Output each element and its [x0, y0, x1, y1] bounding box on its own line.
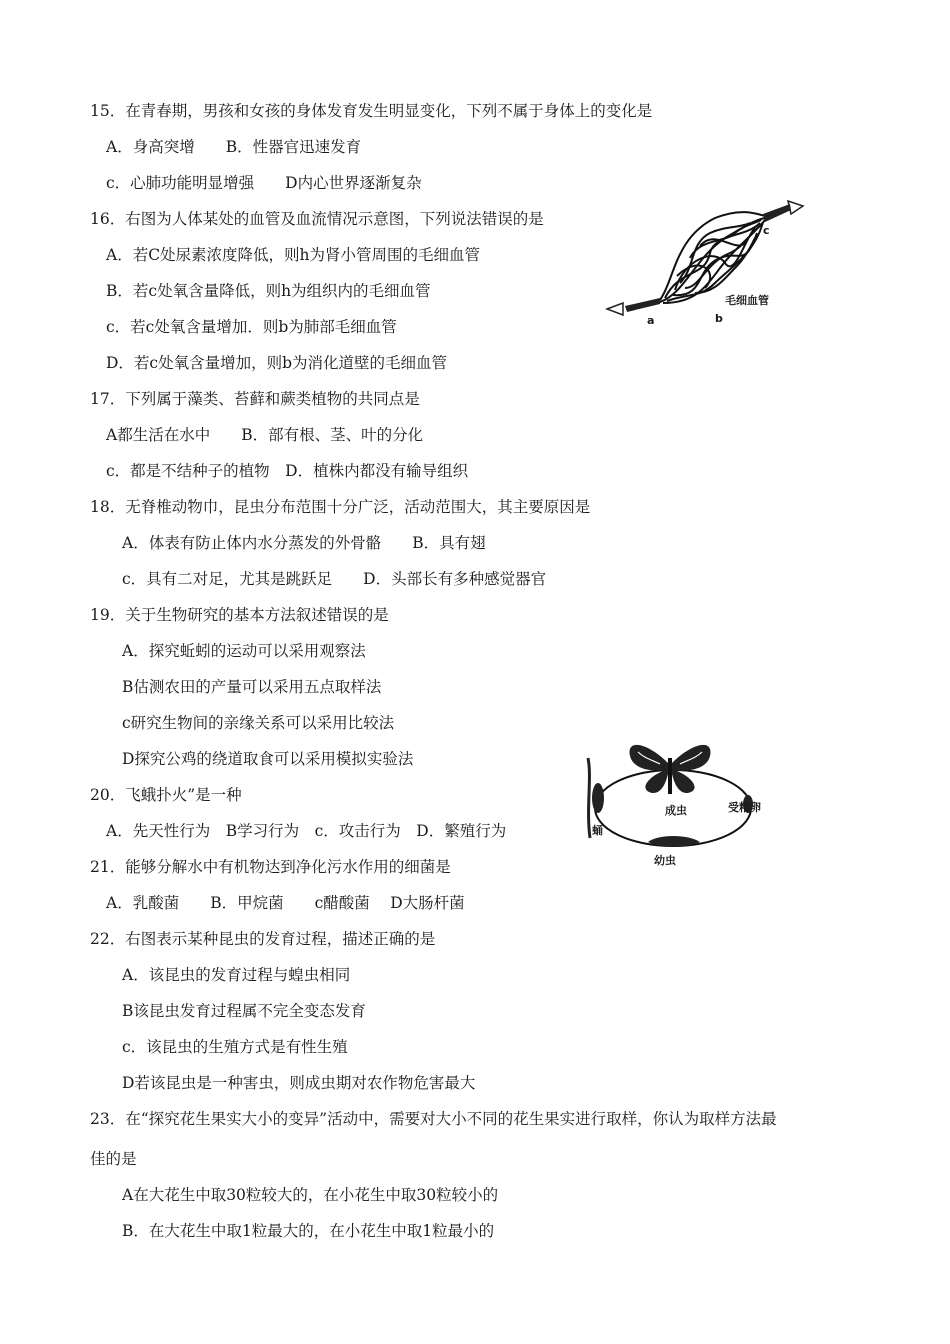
q16-option-c: c．若c处氧含量增加．则b为肺部毛细血管	[106, 318, 397, 336]
q21-stem: 21．能够分解水中有机物达到净化污水作用的细菌是	[90, 858, 451, 876]
q22-stem: 22．右图表示某种昆虫的发育过程，描述正确的是	[90, 930, 436, 948]
q16-option-a: A．若C处尿素浓度降低，则h为肾小管周围的毛细血管	[106, 246, 481, 264]
q23-stem-continued: 佳的是	[90, 1150, 137, 1168]
q16-stem: 16．右图为人体某处的血管及血流情况示意图，下列说法错误的是	[90, 210, 544, 228]
insect-lifecycle-diagram	[578, 738, 768, 868]
egg-label: 受精卵	[728, 801, 761, 814]
q18-options-cd: c．具有二对足，尤其是跳跃足 D．头部长有多种感觉器官	[122, 570, 547, 588]
q20-stem: 20．飞蛾扑火”是一种	[90, 786, 242, 804]
venule-vessel	[763, 204, 791, 222]
q18-stem: 18．无脊椎动物巾，昆虫分布范围十分广泛，活动范围大，其主要原因是	[90, 498, 591, 516]
q19-option-c: c研究生物间的亲缘关系可以采用比较法	[122, 714, 395, 732]
pupa-label: 蛹	[592, 824, 603, 837]
q18-options-ab: A．体表有防止体内水分蒸发的外骨骼 B．具有翅	[122, 534, 486, 552]
capillary-diagram	[605, 198, 805, 328]
label-c: c	[763, 224, 770, 237]
outflow-arrow-icon	[788, 201, 803, 214]
q15-stem: 15．在青春期，男孩和女孩的身体发育发生明显变化，下列不属于身体上的变化是	[90, 102, 653, 120]
inflow-arrow-icon	[607, 303, 623, 315]
q22-option-c: c．该昆虫的生殖方式是有性生殖	[122, 1038, 348, 1056]
butterfly-icon	[630, 745, 711, 794]
q17-options-cd: c．都是不结种子的植物 D．植株内都没有输导组织	[106, 462, 469, 480]
q23-stem: 23．在“探究花生果实大小的变异”活动中，需要对大小不同的花生果实进行取样，你认为取样方法最	[90, 1110, 777, 1128]
q15-options-cd: c．心肺功能明显增强 D内心世界逐渐复杂	[106, 174, 422, 192]
q15-options-ab: A．身高突增 B．性器官迅速发育	[106, 138, 362, 156]
q22-option-b: B该昆虫发育过程属不完全变态发育	[122, 1002, 366, 1020]
q19-option-a: A．探究蚯蚓的运动可以采用观察法	[122, 642, 366, 660]
q19-option-b: B估测农田的产量可以采用五点取样法	[122, 678, 382, 696]
q19-option-d: D探究公鸡的绕道取食可以采用模拟实验法	[122, 750, 414, 768]
capillary-network	[660, 212, 765, 303]
arteriole-vessel	[625, 298, 660, 312]
q22-option-a: A．该昆虫的发育过程与蝗虫相同	[122, 966, 351, 984]
q16-option-b: B．若c处氧含量降低，则h为组织内的毛细血管	[106, 282, 431, 300]
capillary-caption: 毛细血管	[725, 294, 769, 307]
q21-options: A．乳酸菌 B．甲烷菌 c醋酸菌 D大肠杆菌	[106, 894, 465, 912]
q17-options-ab: A都生活在水中 B．部有根、茎、叶的分化	[106, 426, 424, 444]
q17-stem: 17．下列属于藻类、苔藓和蕨类植物的共同点是	[90, 390, 420, 408]
q23-option-a: A在大花生中取30粒较大的，在小花生中取30粒较小的	[122, 1186, 499, 1204]
q22-option-d: D若该昆虫是一种害虫，则成虫期对农作物危害最大	[122, 1074, 476, 1092]
q16-option-d: D．若c处氧含量增加，则b为消化道壁的毛细血管	[106, 354, 448, 372]
label-a: a	[647, 314, 655, 327]
q19-stem: 19．关于生物研究的基本方法叙述错误的是	[90, 606, 389, 624]
label-b: b	[715, 312, 723, 325]
q23-option-b: B．在大花生中取1粒最大的，在小花生中取1粒最小的	[122, 1222, 495, 1240]
larva-label: 幼虫	[654, 854, 676, 867]
q20-options: A．先天性行为 B学习行为 c．攻击行为 D．繁殖行为	[106, 822, 507, 840]
adult-label: 成虫	[665, 804, 687, 817]
